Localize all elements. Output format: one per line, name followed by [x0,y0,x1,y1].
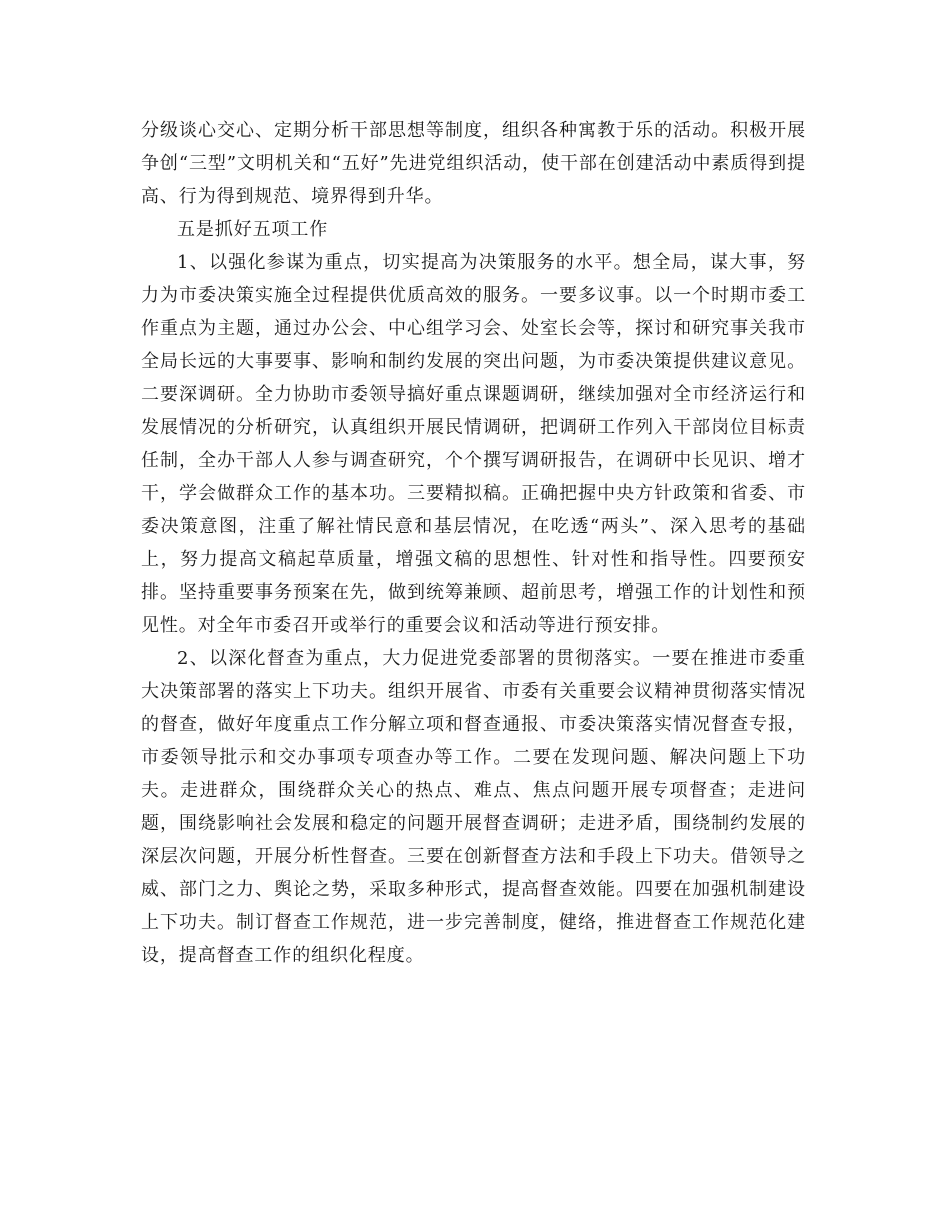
document-body [141,114,806,972]
paragraph-item-1: 1、以强化参谋为重点，切实提高为决策服务的水平。想全局，谋大事，努力为市委决策实施全过程提供优质高效的服务。一要多议事。以一个时期市委工作重点为主题，通过办公会、中心组学习会、处室长会等，探讨和研究事关我市全局长远的大事要事、影响和制约发展的突出问题，为市委决策提供建议意见。二要深调研。全力协助市委领导搞好重点课题调研，继续加强对全市经济运行和发展情况的分析研究，认真组织开展民情调研，把调研工作列入干部岗位目标责任制，全办干部人人参与调查研究，个个撰写调研报告，在调研中长见识、增才干，学会做群众工作的基本功。三要精拟稿。正确把握中央方针政策和省委、市委决策意图，注重了解社情民意和基层情况，在吃透“两头”、深入思考的基础上，努力提高文稿起草质量，增强文稿的思想性、针对性和指导性。四要预安排。坚持重要事务预案在先，做到统筹兼顾、超前思考，增强工作的计划性和预见性。对全年市委召开或举行的重要会议和活动等进行预安排。 [141,252,806,636]
paragraph-item-2: 2、以深化督查为重点，大力促进党委部署的贯彻落实。一要在推进市委重大决策部署的落实上下功夫。组织开展省、市委有关重要会议精神贯彻落实情况的督查，做好年度重点工作分解立项和督查通报、市委决策落实情况督查专报，市委领导批示和交办事项专项查办等工作。二要在发现问题、解决问题上下功夫。走进群众，围绕群众关心的热点、难点、焦点问题开展专项督查；走进问题，围绕影响社会发展和稳定的问题开展督查调研；走进矛盾，围绕制约发展的深层次问题，开展分析性督查。三要在创新督查方法和手段上下功夫。借领导之威、部门之力、舆论之势，采取多种形式，提高督查效能。四要在加强机制建设上下功夫。制订督查工作规范，进一步完善制度，健络，推进督查工作规范化建设，提高督查工作的组织化程度。 [141,648,806,966]
paragraph-continuation: 分级谈心交心、定期分析干部思想等制度，组织各种寓教于乐的活动。积极开展争创“三型”文明机关和“五好”先进党组织活动，使干部在创建活动中素质得到提高、行为得到规范、境界得到升华。 [141,120,806,207]
section-heading: 五是抓好五项工作 [177,219,329,240]
